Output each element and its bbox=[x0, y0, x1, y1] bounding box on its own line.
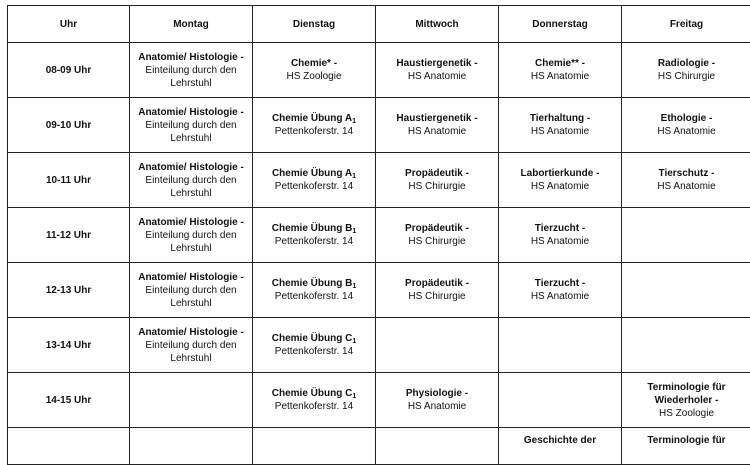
time-cell: 11-12 Uhr bbox=[8, 208, 130, 263]
cell-tuesday bbox=[253, 318, 376, 373]
cell-monday bbox=[130, 98, 253, 153]
cell-wednesday bbox=[376, 373, 499, 428]
course-name: Geschichte der bbox=[524, 435, 596, 446]
course-separator: - bbox=[593, 168, 599, 179]
course-separator: - bbox=[579, 278, 585, 289]
course-name: Anatomie/ Histologie bbox=[138, 162, 237, 173]
course-title bbox=[502, 222, 618, 235]
course-name: Anatomie/ Histologie bbox=[138, 327, 237, 338]
course-location: HS Chirurgie bbox=[379, 235, 495, 248]
course-location: HS Anatomie bbox=[502, 180, 618, 193]
cell-monday bbox=[130, 43, 253, 98]
course-location: HS Anatomie bbox=[502, 235, 618, 248]
course-location: HS Chirurgie bbox=[379, 290, 495, 303]
group-subscript: 1 bbox=[352, 118, 356, 125]
course-name: Anatomie/ Histologie bbox=[138, 52, 237, 63]
course-location: HS Zoologie bbox=[625, 407, 748, 420]
cell-friday bbox=[622, 263, 750, 318]
course-title bbox=[502, 167, 618, 180]
course-location: HS Anatomie bbox=[379, 125, 495, 138]
course-title bbox=[625, 112, 748, 125]
group-subscript: 1 bbox=[352, 338, 356, 345]
cell-wednesday bbox=[376, 318, 499, 373]
course-title bbox=[256, 387, 372, 400]
group-subscript: 1 bbox=[352, 393, 356, 400]
course-location: Pettenkoferstr. 14 bbox=[256, 290, 372, 303]
course-name: Anatomie/ Histologie bbox=[138, 217, 237, 228]
cell-monday bbox=[130, 373, 253, 428]
course-title bbox=[502, 434, 618, 447]
course-name: Ethologie bbox=[661, 113, 707, 124]
course-name: Haustiergenetik bbox=[396, 58, 471, 69]
cell-thursday bbox=[499, 318, 622, 373]
course-location: Einteilung durch den Lehrstuhl bbox=[133, 284, 249, 310]
course-name: Chemie** bbox=[535, 58, 579, 69]
course-title bbox=[133, 106, 249, 119]
course-title bbox=[379, 112, 495, 125]
cell-friday bbox=[622, 43, 750, 98]
course-title bbox=[256, 167, 372, 180]
time-cell: 14-15 Uhr bbox=[8, 373, 130, 428]
course-location: Pettenkoferstr. 14 bbox=[256, 235, 372, 248]
time-cell: 12-13 Uhr bbox=[8, 263, 130, 318]
course-separator: - bbox=[331, 58, 337, 69]
course-title bbox=[379, 167, 495, 180]
course-separator: - bbox=[238, 52, 244, 63]
course-location: Einteilung durch den Lehrstuhl bbox=[133, 174, 249, 200]
table-row bbox=[8, 373, 750, 428]
course-name: Chemie* bbox=[291, 58, 331, 69]
course-title bbox=[256, 277, 372, 290]
cell-monday bbox=[130, 153, 253, 208]
course-title bbox=[133, 271, 249, 284]
course-location: Pettenkoferstr. 14 bbox=[256, 125, 372, 138]
course-title bbox=[379, 277, 495, 290]
course-location: HS Anatomie bbox=[625, 125, 748, 138]
course-name: Tierhaltung bbox=[530, 113, 584, 124]
cell-friday bbox=[622, 373, 750, 428]
table-row bbox=[8, 428, 750, 465]
course-separator: - bbox=[463, 278, 469, 289]
course-separator: - bbox=[584, 113, 590, 124]
course-title bbox=[133, 161, 249, 174]
course-location: HS Anatomie bbox=[379, 400, 495, 413]
course-location: Pettenkoferstr. 14 bbox=[256, 180, 372, 193]
time-cell: 10-11 Uhr bbox=[8, 153, 130, 208]
cell-thursday bbox=[499, 428, 622, 465]
course-name: Radiologie bbox=[658, 58, 709, 69]
table-row bbox=[8, 98, 750, 153]
course-name: Chemie Übung B bbox=[272, 223, 353, 234]
course-title bbox=[625, 434, 748, 447]
course-location: Einteilung durch den Lehrstuhl bbox=[133, 229, 249, 255]
course-title bbox=[133, 51, 249, 64]
table-row bbox=[8, 43, 750, 98]
course-title bbox=[502, 57, 618, 70]
course-separator: - bbox=[238, 217, 244, 228]
time-cell: 13-14 Uhr bbox=[8, 318, 130, 373]
course-location: Einteilung durch den Lehrstuhl bbox=[133, 339, 249, 365]
course-title bbox=[625, 57, 748, 70]
course-name: Chemie Übung A bbox=[272, 168, 352, 179]
course-title bbox=[256, 332, 372, 345]
course-location: HS Chirurgie bbox=[379, 180, 495, 193]
cell-wednesday bbox=[376, 208, 499, 263]
course-separator: - bbox=[706, 113, 712, 124]
course-name: Chemie Übung B bbox=[272, 278, 353, 289]
course-separator: - bbox=[579, 58, 585, 69]
course-name: Anatomie/ Histologie bbox=[138, 107, 237, 118]
group-subscript: 1 bbox=[352, 173, 356, 180]
cell-friday bbox=[622, 428, 750, 465]
cell-thursday bbox=[499, 208, 622, 263]
cell-monday bbox=[130, 428, 253, 465]
course-name: Physiologie bbox=[406, 388, 462, 399]
course-separator: - bbox=[238, 107, 244, 118]
course-name: Chemie Übung C bbox=[272, 333, 353, 344]
course-title bbox=[133, 216, 249, 229]
course-separator: - bbox=[238, 162, 244, 173]
timetable bbox=[7, 5, 750, 465]
course-separator: - bbox=[708, 168, 714, 179]
course-title bbox=[502, 277, 618, 290]
course-name: Tierschutz bbox=[659, 168, 709, 179]
course-location: Einteilung durch den Lehrstuhl bbox=[133, 64, 249, 90]
course-separator: - bbox=[238, 272, 244, 283]
course-location: Pettenkoferstr. 14 bbox=[256, 400, 372, 413]
cell-tuesday bbox=[253, 98, 376, 153]
time-cell bbox=[8, 428, 130, 465]
time-cell: 08-09 Uhr bbox=[8, 43, 130, 98]
course-location: HS Anatomie bbox=[502, 125, 618, 138]
cell-tuesday bbox=[253, 428, 376, 465]
cell-friday bbox=[622, 153, 750, 208]
cell-tuesday bbox=[253, 373, 376, 428]
course-separator: - bbox=[462, 388, 468, 399]
cell-monday bbox=[130, 208, 253, 263]
cell-thursday bbox=[499, 153, 622, 208]
cell-wednesday bbox=[376, 428, 499, 465]
course-name: Propädeutik bbox=[405, 223, 463, 234]
course-title bbox=[379, 387, 495, 400]
table-row bbox=[8, 153, 750, 208]
group-subscript: 1 bbox=[352, 283, 356, 290]
course-title bbox=[625, 167, 748, 180]
cell-thursday bbox=[499, 98, 622, 153]
course-separator: - bbox=[709, 58, 715, 69]
cell-wednesday bbox=[376, 98, 499, 153]
course-title bbox=[256, 112, 372, 125]
course-location: Pettenkoferstr. 14 bbox=[256, 345, 372, 358]
cell-wednesday bbox=[376, 153, 499, 208]
course-separator: - bbox=[238, 327, 244, 338]
course-name: Chemie Übung C bbox=[272, 388, 353, 399]
course-name: Terminologie für Wiederholer bbox=[647, 382, 725, 406]
course-location: HS Zoologie bbox=[256, 70, 372, 83]
header-monday: Montag bbox=[130, 6, 253, 43]
cell-tuesday bbox=[253, 263, 376, 318]
course-separator: - bbox=[712, 395, 718, 406]
group-subscript: 1 bbox=[352, 228, 356, 235]
cell-friday bbox=[622, 98, 750, 153]
course-separator: - bbox=[579, 223, 585, 234]
header-thursday: Donnerstag bbox=[499, 6, 622, 43]
course-name: Chemie Übung A bbox=[272, 113, 352, 124]
cell-friday bbox=[622, 318, 750, 373]
cell-tuesday bbox=[253, 153, 376, 208]
course-title bbox=[379, 57, 495, 70]
table-row bbox=[8, 208, 750, 263]
header-time: Uhr bbox=[8, 6, 130, 43]
cell-thursday bbox=[499, 43, 622, 98]
cell-wednesday bbox=[376, 43, 499, 98]
course-location: HS Chirurgie bbox=[625, 70, 748, 83]
course-name: Tierzucht bbox=[535, 223, 579, 234]
course-location: HS Anatomie bbox=[502, 70, 618, 83]
course-title bbox=[256, 57, 372, 70]
course-name: Haustiergenetik bbox=[396, 113, 471, 124]
course-location: Einteilung durch den Lehrstuhl bbox=[133, 119, 249, 145]
course-name: Propädeutik bbox=[405, 278, 463, 289]
course-title bbox=[379, 222, 495, 235]
header-friday: Freitag bbox=[622, 6, 750, 43]
course-location: HS Anatomie bbox=[625, 180, 748, 193]
table-row bbox=[8, 263, 750, 318]
course-location: HS Anatomie bbox=[379, 70, 495, 83]
cell-monday bbox=[130, 263, 253, 318]
cell-thursday bbox=[499, 373, 622, 428]
course-name: Terminologie für bbox=[647, 435, 725, 446]
course-name: Propädeutik bbox=[405, 168, 463, 179]
course-title bbox=[502, 112, 618, 125]
course-title bbox=[625, 381, 748, 407]
header-row bbox=[8, 6, 750, 43]
cell-tuesday bbox=[253, 208, 376, 263]
course-separator: - bbox=[463, 223, 469, 234]
course-separator: - bbox=[471, 58, 477, 69]
course-name: Anatomie/ Histologie bbox=[138, 272, 237, 283]
course-title bbox=[133, 326, 249, 339]
course-separator: - bbox=[463, 168, 469, 179]
timetable-body bbox=[8, 43, 750, 465]
table-row bbox=[8, 318, 750, 373]
cell-wednesday bbox=[376, 263, 499, 318]
header-tuesday: Dienstag bbox=[253, 6, 376, 43]
cell-monday bbox=[130, 318, 253, 373]
course-name: Labortierkunde bbox=[521, 168, 594, 179]
cell-thursday bbox=[499, 263, 622, 318]
header-wednesday: Mittwoch bbox=[376, 6, 499, 43]
course-title bbox=[256, 222, 372, 235]
cell-friday bbox=[622, 208, 750, 263]
course-location: HS Anatomie bbox=[502, 290, 618, 303]
time-cell: 09-10 Uhr bbox=[8, 98, 130, 153]
course-separator: - bbox=[471, 113, 477, 124]
course-name: Tierzucht bbox=[535, 278, 579, 289]
cell-tuesday bbox=[253, 43, 376, 98]
